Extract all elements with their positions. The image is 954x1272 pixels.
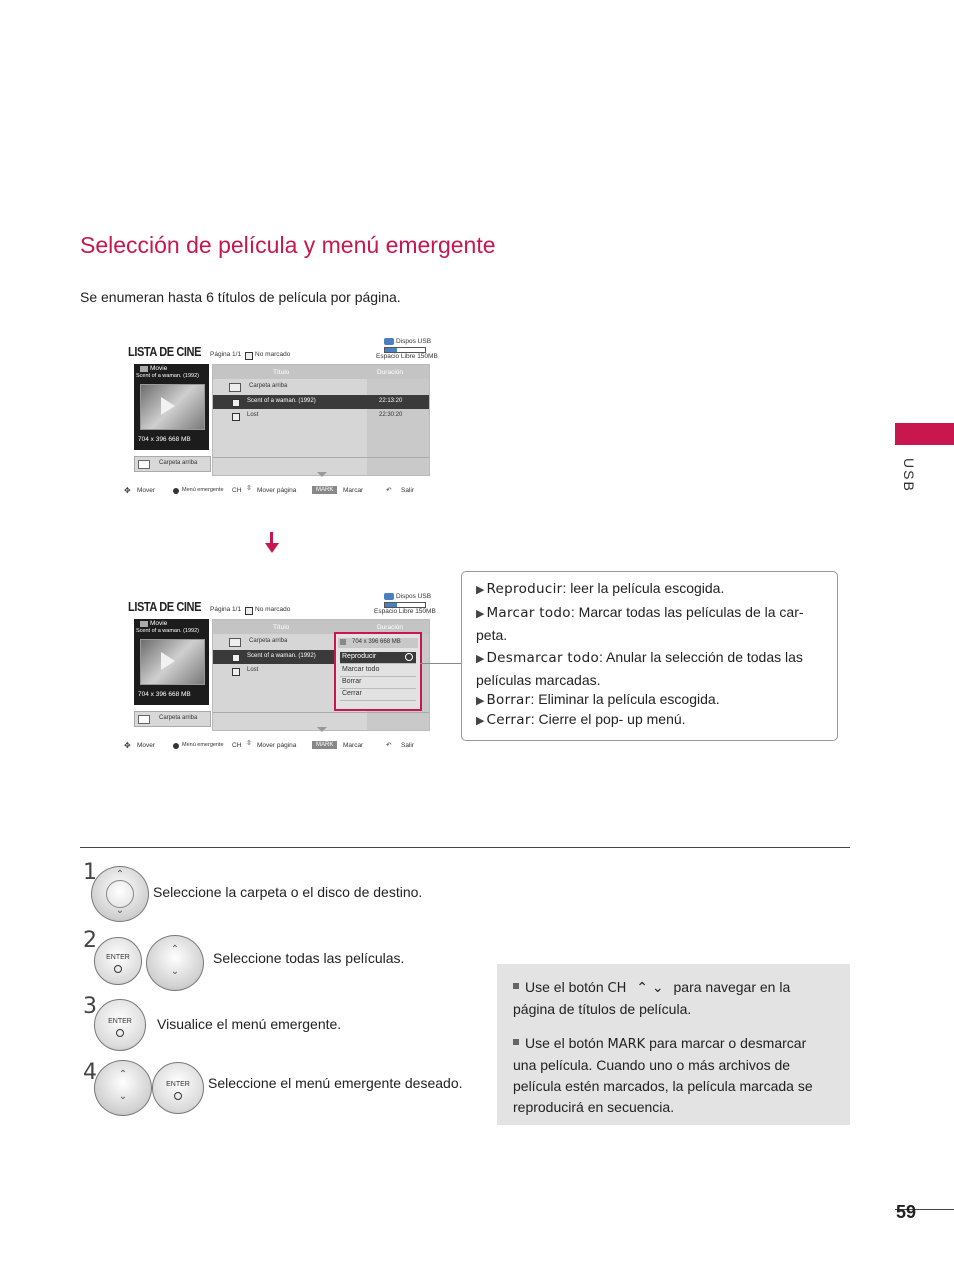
folder-up-label: Carpeta arriba xyxy=(159,460,198,466)
movie-icon xyxy=(140,366,148,372)
popup-item-reproducir[interactable]: Reproducir xyxy=(340,652,416,664)
play-icon xyxy=(161,397,175,415)
list-header xyxy=(213,365,429,379)
help-bar xyxy=(124,484,440,498)
enter-button-icon: ENTER xyxy=(94,999,146,1051)
move-arrows-icon: ✥ xyxy=(124,741,131,750)
section-label: USB xyxy=(901,458,917,493)
help-move: Mover xyxy=(137,742,156,749)
help-page: Mover página xyxy=(257,742,297,749)
step-text: Visualice el menú emergente. xyxy=(157,1016,342,1032)
checkbox-icon[interactable] xyxy=(232,399,240,407)
popup-item-borrar[interactable]: Borrar xyxy=(340,677,416,689)
checkbox-icon[interactable] xyxy=(232,668,240,676)
row-duration: 22:13:20 xyxy=(379,398,403,404)
row-title: Carpeta arriba xyxy=(249,638,288,644)
col-duration: Duración xyxy=(377,369,404,376)
folder-up-button[interactable] xyxy=(134,711,211,727)
free-space-label: Espacio Libre 150MB xyxy=(374,608,436,615)
options-box xyxy=(461,571,838,741)
col-title: Título xyxy=(273,369,290,376)
option-borrar: ▶ Borrar: Eliminar la película escogida. xyxy=(476,691,720,708)
exit-icon: ↶ xyxy=(386,742,392,749)
movie-list-screen-2 xyxy=(124,593,440,753)
thumb-name: Scent of a waman. (1992) xyxy=(136,373,199,379)
list-item[interactable] xyxy=(213,380,429,394)
folder-icon xyxy=(229,638,241,647)
page-number: 59 xyxy=(896,1202,917,1222)
enter-icon xyxy=(405,653,413,661)
note-ch: Use el botón CH ⌃ ⌄ para navegar en la página de títulos de película. xyxy=(513,979,791,1017)
folder-icon xyxy=(138,460,150,469)
mark-badge: MARK xyxy=(312,486,337,494)
help-menu: Menú emergente xyxy=(182,742,224,748)
help-ch: CH xyxy=(232,487,242,494)
checkbox-icon xyxy=(245,352,253,360)
ch-updown-icon: ⇳ xyxy=(246,740,252,747)
popup-info-bar xyxy=(338,638,418,648)
page-title: Selección de película y menú emergente xyxy=(80,232,496,258)
enter-button-icon: ENTER xyxy=(152,1062,204,1114)
step-text: Seleccione todas las películas. xyxy=(213,950,405,966)
popup-menu xyxy=(334,632,422,711)
usb-drive-icon xyxy=(384,593,394,600)
page-indicator: Página 1/1 xyxy=(210,351,242,358)
movie-list-screen-1 xyxy=(124,338,440,498)
connector-line xyxy=(420,663,461,664)
help-exit: Salir xyxy=(401,742,415,749)
no-marcado-label: No marcado xyxy=(255,606,291,613)
folder-icon xyxy=(229,383,241,392)
thumb-title: Movie xyxy=(150,620,168,627)
enter-icon xyxy=(173,488,179,494)
play-icon xyxy=(161,652,175,670)
row-title: Lost xyxy=(247,667,259,673)
up-down-button-icon: ⌃ ⌄ xyxy=(94,1060,152,1116)
thumb-title: Movie xyxy=(150,365,168,372)
dispos-usb-label: Dispos USB xyxy=(396,338,432,345)
step-text: Seleccione el menú emergente deseado. xyxy=(208,1075,463,1091)
help-bar xyxy=(124,739,440,753)
mark-badge: MARK xyxy=(312,741,337,749)
option-desmarcar-todo: ▶ Desmarcar todo: Anular la selección de todas las películas marcadas. xyxy=(476,649,803,688)
scroll-down-icon[interactable] xyxy=(317,727,327,732)
enter-icon xyxy=(173,743,179,749)
lista-title: LISTA DE CINE xyxy=(128,599,202,614)
up-down-button-icon: ⌃ ⌄ xyxy=(146,935,204,991)
movie-icon xyxy=(140,621,148,627)
checkbox-icon[interactable] xyxy=(232,413,240,421)
list-item[interactable] xyxy=(213,395,429,409)
row-title: Scent of a waman. (1992) xyxy=(247,653,316,659)
bullet-icon xyxy=(513,983,519,989)
ch-chevrons-icon: ⌃ ⌄ xyxy=(636,979,664,995)
bullet-icon xyxy=(513,1039,519,1045)
step-number: 4 xyxy=(83,1060,97,1085)
list-item[interactable] xyxy=(213,410,429,424)
nav-pad-icon: ⌃ ⌄ xyxy=(91,866,149,922)
thumb-info: 704 x 396 668 MB xyxy=(138,436,191,443)
enter-button-icon: ENTER xyxy=(94,937,142,985)
step-number: 2 xyxy=(83,928,97,953)
popup-info: 704 x 396 668 MB xyxy=(352,639,401,645)
col-duration: Duración xyxy=(377,624,404,631)
help-move: Mover xyxy=(137,487,156,494)
movie-thumbnail-panel xyxy=(134,619,209,705)
help-menu: Menú emergente xyxy=(182,487,224,493)
exit-icon: ↶ xyxy=(386,487,392,494)
scroll-down-icon[interactable] xyxy=(317,472,327,477)
movie-list-panel xyxy=(212,364,430,476)
help-exit: Salir xyxy=(401,487,415,494)
note-mark: Use el botón MARK para marcar o desmarcar una película. Cuando uno o más archivos de película estén marcados, la película marcada se reproducirá en secuencia. xyxy=(513,1035,813,1115)
help-ch: CH xyxy=(232,742,242,749)
move-arrows-icon: ✥ xyxy=(124,486,131,495)
row-title: Scent of a waman. (1992) xyxy=(247,398,316,404)
option-reproducir: ▶ Reproducir: leer la película escogida. xyxy=(476,580,725,597)
thumb-info: 704 x 396 668 MB xyxy=(138,691,191,698)
checkbox-icon[interactable] xyxy=(232,654,240,662)
ch-updown-icon: ⇳ xyxy=(246,485,252,492)
folder-icon xyxy=(138,715,150,724)
usb-drive-icon xyxy=(384,338,394,345)
help-mark: Marcar xyxy=(343,742,364,749)
list-item[interactable] xyxy=(213,665,339,679)
movie-thumbnail-panel xyxy=(134,364,209,450)
thumb-name: Scent of a waman. (1992) xyxy=(136,628,199,634)
checkbox-icon xyxy=(245,607,253,615)
col-title: Título xyxy=(273,624,290,631)
option-cerrar: ▶ Cerrar: Cierre el pop- up menú. xyxy=(476,711,686,728)
section-divider xyxy=(80,847,850,848)
movie-icon xyxy=(340,639,346,645)
help-mark: Marcar xyxy=(343,487,364,494)
section-tab xyxy=(895,423,954,445)
step-number: 1 xyxy=(83,860,97,885)
popup-item-cerrar[interactable]: Cerrar xyxy=(340,689,416,701)
option-marcar-todo: ▶ Marcar todo: Marcar todas las películas de la car-peta. xyxy=(476,604,804,643)
page-indicator: Página 1/1 xyxy=(210,606,242,613)
free-space-label: Espacio Libre 150MB xyxy=(376,353,438,360)
folder-up-label: Carpeta arriba xyxy=(159,715,198,721)
arrow-down-icon xyxy=(265,543,279,553)
dispos-usb-label: Dispos USB xyxy=(396,593,432,600)
folder-up-button[interactable] xyxy=(134,456,211,472)
row-title: Carpeta arriba xyxy=(249,383,288,389)
row-title: Lost xyxy=(247,412,259,418)
popup-item-marcar-todo[interactable]: Marcar todo xyxy=(340,665,416,677)
lista-title: LISTA DE CINE xyxy=(128,344,202,359)
no-marcado-label: No marcado xyxy=(255,351,291,358)
help-page: Mover página xyxy=(257,487,297,494)
list-item[interactable] xyxy=(213,650,339,664)
row-duration: 22:30:20 xyxy=(379,412,403,418)
step-number: 3 xyxy=(83,994,97,1019)
notes-box xyxy=(497,964,850,1125)
page-subtitle: Se enumeran hasta 6 títulos de película por página. xyxy=(80,289,401,305)
step-text: Seleccione la carpeta o el disco de destino. xyxy=(153,884,423,900)
